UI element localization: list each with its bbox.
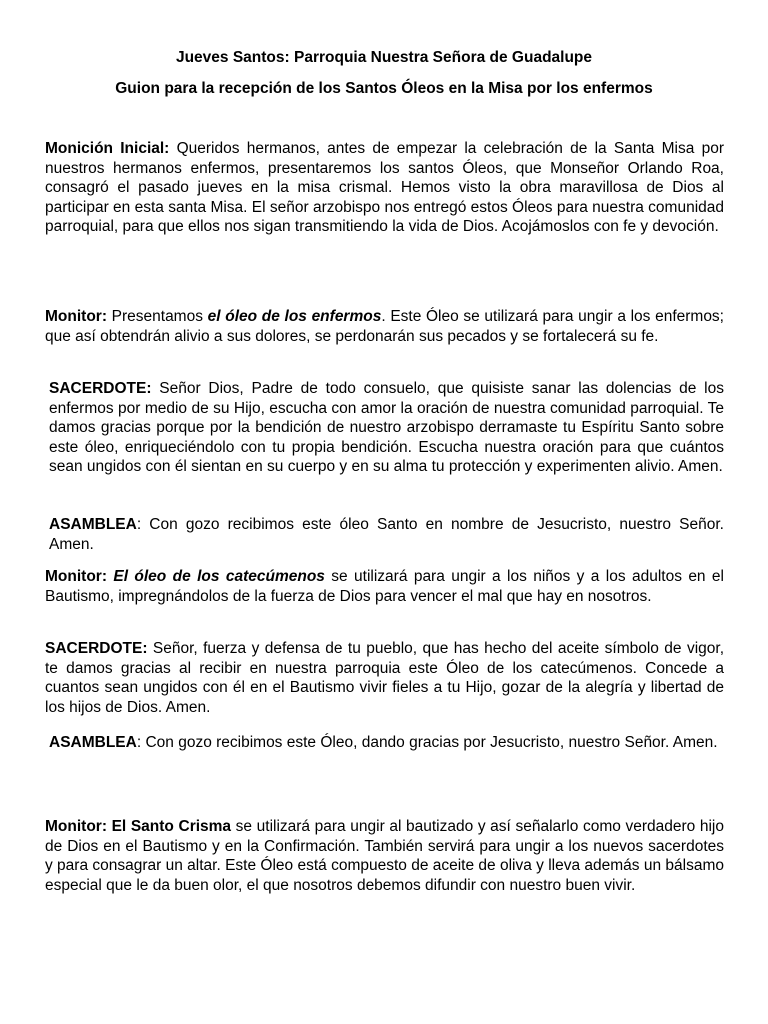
paragraph-emphasis: el óleo de los enfermos — [207, 308, 382, 325]
paragraph-monitor-catecumenos — [45, 567, 724, 606]
paragraph-text: Señor Dios, Padre de todo consuelo, que quisiste sanar las dolencias de los enfermos por medio de su Hijo, escucha con amor la oración de nuestra comunidad parroquial. Te damos gracias porque por la bendición de nuestro arzobispo derramaste tu Espíritu Santo sobre este óleo, enriqueciéndolo con tu propia bendición. Escucha nuestra oración para que cuántos sean ungidos con él sientan en su cuerpo y en su alma tu protección y experimenten alivio. Amen. — [49, 380, 724, 475]
paragraph-monitor-crisma — [45, 817, 724, 895]
paragraph-asamblea-catecumenos — [45, 733, 724, 753]
paragraph-text: Queridos hermanos, antes de empezar la celebración de la Santa Misa por nuestros hermanos enfermos, presentaremos los santos Óleos, que Monseñor Orlando Roa, consagró el pasado jueves en la misa crismal. Hemos visto la obra maravillosa de Dios al participar en esta santa Misa. El señor arzobispo nos entregó estos Óleos para nuestra comunidad parroquial, para que ellos nos sigan transmitiendo la vida de Dios. Acojámoslos con fe y devoción. — [45, 140, 725, 235]
paragraph-text: : Con gozo recibimos este óleo Santo en nombre de Jesucristo, nuestro Señor. Amen. — [49, 516, 724, 553]
paragraph-label: Monitor: — [45, 818, 107, 835]
paragraph-label: Monición Inicial: — [45, 140, 170, 157]
paragraph-label: ASAMBLEA — [49, 516, 137, 533]
paragraph-text: se utilizará para ungir al bautizado y así señalarlo como verdadero hijo de Dios en el Bautismo y en la Confirmación. También servirá para ungir a los nuevos sacerdotes y para consagrar un altar. Este Óleo está compuesto de aceite de oliva y lleva además un bálsamo especial que le da buen olor, el que nosotros debemos difundir con nuestro buen vivir. — [45, 818, 724, 894]
paragraph-pre-text: Presentamos — [106, 308, 208, 325]
paragraph-asamblea-enfermos — [45, 515, 724, 554]
paragraph-label: Monitor: — [45, 308, 107, 325]
paragraph-sacerdote-enfermos — [45, 379, 724, 477]
paragraph-label: Monitor: — [45, 568, 107, 585]
paragraph-bold-term: El Santo Crisma — [111, 818, 232, 835]
document-subtitle: Guion para la recepción de los Santos Óleos en la Misa por los enfermos — [115, 80, 653, 97]
paragraph-label: ASAMBLEA — [49, 734, 137, 751]
paragraph-text: . Este Óleo se utilizará para ungir a los enfermos; que así obtendrán alivio a sus dolores, se perdonarán sus pecados y se fortalecerá su fe. — [45, 308, 724, 345]
paragraph-monicion-inicial — [45, 139, 724, 237]
paragraph-text: : Con gozo recibimos este Óleo, dando gracias por Jesucristo, nuestro Señor. Amen. — [136, 734, 718, 751]
paragraph-emphasis: El óleo de los catecúmenos — [113, 568, 325, 585]
paragraph-label: SACERDOTE: — [45, 640, 148, 657]
document-title: Jueves Santos: Parroquia Nuestra Señora de Guadalupe — [175, 49, 593, 66]
paragraph-text: se utilizará para ungir a los niños y a los adultos en el Bautismo, impregnándolos de la fuerza de Dios para vencer el mal que hay en nosotros. — [45, 568, 724, 605]
paragraph-monitor-enfermos — [45, 307, 724, 346]
paragraph-label: SACERDOTE: — [49, 380, 152, 397]
paragraph-sacerdote-catecumenos — [45, 639, 724, 717]
paragraph-text: Señor, fuerza y defensa de tu pueblo, que has hecho del aceite símbolo de vigor, te damos gracias al recibir en nuestra parroquia este Óleo de los catecúmenos. Concede a cuantos sean ungidos con él en el Bautismo vivir fieles a tu Hijo, gozar de la alegría y libertad de los hijos de Dios. Amen. — [45, 640, 724, 716]
